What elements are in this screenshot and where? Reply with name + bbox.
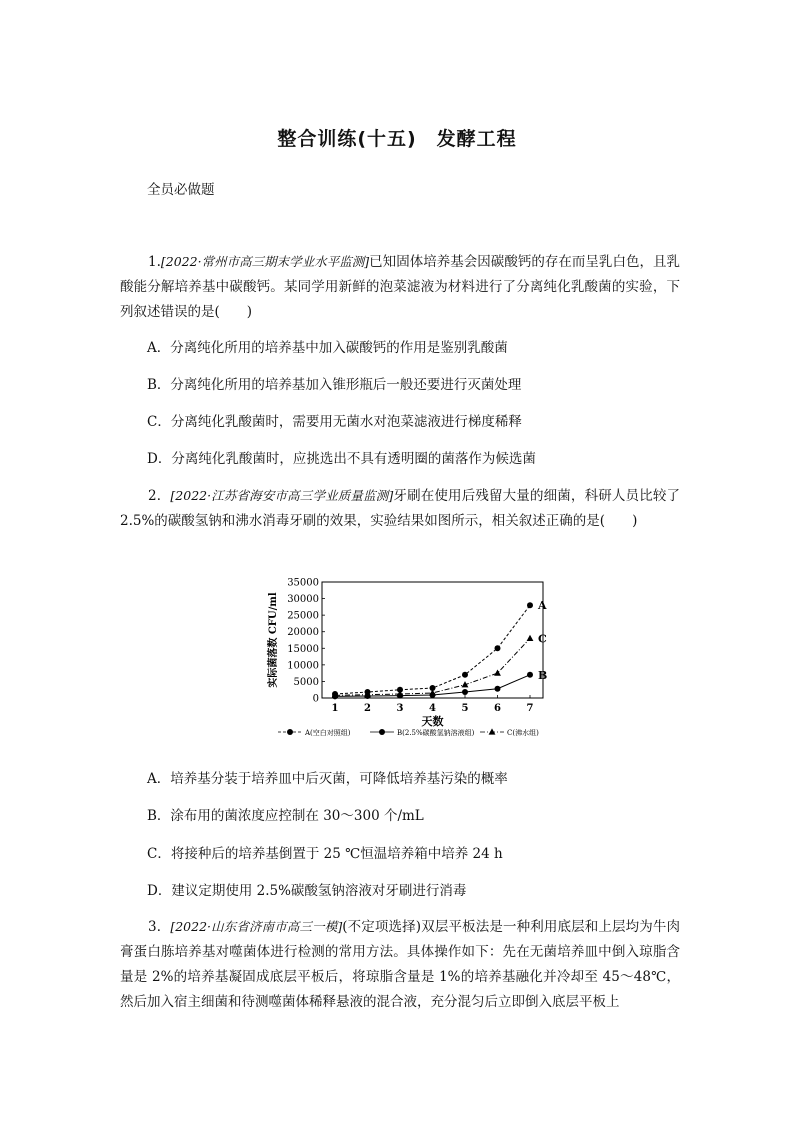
question-3-source: [2022·山东省济南市高三一模]: [170, 919, 343, 934]
question-1-source: [2022·常州市高三期末学业水平监测]: [160, 254, 370, 269]
x-tick-label: 5: [461, 703, 469, 714]
bacteria-count-chart: [258, 560, 558, 754]
x-axis-label: 天数: [421, 715, 444, 728]
page-title: 整合训练(十五) 发酵工程: [277, 128, 517, 150]
series-b-point: [527, 672, 533, 678]
question-2-number: 2．: [148, 488, 171, 504]
series-b-point: [495, 686, 501, 692]
q2-option-a: A．培养基分装于培养皿中后灭菌，可降低培养基污染的概率: [147, 771, 508, 787]
y-tick-label: 35000: [287, 577, 319, 589]
y-tick-label: 10000: [287, 660, 319, 672]
y-tick-label: 25000: [287, 610, 319, 622]
legend-entry: A(空白对照组): [305, 729, 351, 737]
series-b-point: [462, 689, 468, 695]
question-1-stem: [120, 249, 680, 325]
series-a-point: [527, 602, 533, 608]
x-tick-label: 3: [396, 703, 404, 714]
q2-option-c: C．将接种后的培养基倒置于 25 ℃恒温培养箱中培养 24 h: [147, 846, 503, 862]
series-a-point: [495, 645, 501, 651]
y-tick-label: 5000: [293, 676, 319, 688]
question-2-stem: [120, 483, 680, 534]
section-heading: 全员必做题: [147, 182, 215, 198]
x-tick-label: 4: [429, 703, 436, 714]
q2-option-d: D．建议定期使用 2.5%碳酸氢钠溶液对牙刷进行消毒: [147, 883, 467, 899]
question-3-text: (不定项选择)双层平板法是一种利用底层和上层均为牛肉膏蛋白胨培养基对噬菌体进行检测的常用方法。具体操作如下：先在无菌培养皿中倒入琼脂含量是 2%的培养基凝固成底层平板后，将琼脂含量是 1%的培养基融化并冷却至 45～48℃，然后加入宿主细菌和待测噬菌体稀释悬液的混合液，充分混匀后立即倒入底层平板上: [120, 919, 680, 1010]
legend-entry: C(沸水组): [507, 729, 539, 737]
y-axis-label: 实际菌落数 CFU/ml: [268, 592, 279, 688]
y-tick-label: 30000: [287, 594, 319, 606]
y-tick-label: 0: [312, 693, 319, 705]
series-c-point: [429, 689, 436, 695]
series-line-a: [335, 605, 530, 694]
question-2-source: [2022·江苏省海安市高三学业质量监测]: [170, 488, 394, 503]
x-tick-label: 7: [526, 703, 534, 714]
plot-frame: [322, 582, 543, 698]
question-2-text: 牙刷在使用后残留大量的细菌，科研人员比较了 2.5%的碳酸氢钠和沸水消毒牙刷的效果，实验结果如图所示，相关叙述正确的是( ): [120, 488, 681, 529]
series-label-a: A: [538, 599, 547, 613]
q1-option-d: D．分离纯化乳酸菌时，应挑选出不具有透明圈的菌落作为候选菌: [147, 451, 536, 467]
series-label-c: C: [538, 632, 547, 646]
q1-option-b: B．分离纯化所用的培养基加入锥形瓶后一般还要进行灭菌处理: [147, 377, 522, 393]
series-c-point: [527, 635, 534, 641]
line-chart-svg: [258, 560, 558, 750]
y-tick-label: 20000: [287, 627, 319, 639]
q2-option-b: B．涂布用的菌浓度应控制在 30～300 个/mL: [147, 808, 424, 824]
x-tick-label: 6: [494, 703, 501, 714]
series-a-point: [462, 672, 468, 678]
legend-marker: [287, 729, 293, 735]
question-1-number: 1.: [148, 254, 161, 270]
y-tick-label: 15000: [287, 643, 319, 655]
series-c-point: [494, 670, 501, 676]
x-tick-label: 1: [331, 703, 339, 714]
question-3-number: 3．: [148, 919, 171, 935]
q1-option-c: C．分离纯化乳酸菌时，需要用无菌水对泡菜滤液进行梯度稀释: [147, 414, 522, 430]
legend-entry: B(2.5%碳酸氢钠溶液组): [397, 729, 475, 737]
question-1-text: 已知固体培养基会因碳酸钙的存在而呈乳白色，且乳酸能分解培养基中碳酸钙。某同学用新鲜的泡菜滤液为材料进行了分离纯化乳酸菌的实验，下列叙述错误的是( ): [120, 254, 681, 320]
x-tick-label: 2: [364, 703, 371, 714]
q1-option-a: A．分离纯化所用的培养基中加入碳酸钙的作用是鉴别乳酸菌: [147, 340, 508, 356]
legend-marker: [489, 728, 496, 734]
question-3-stem: [120, 914, 680, 1015]
legend-marker: [379, 729, 385, 735]
series-label-b: B: [538, 668, 548, 682]
